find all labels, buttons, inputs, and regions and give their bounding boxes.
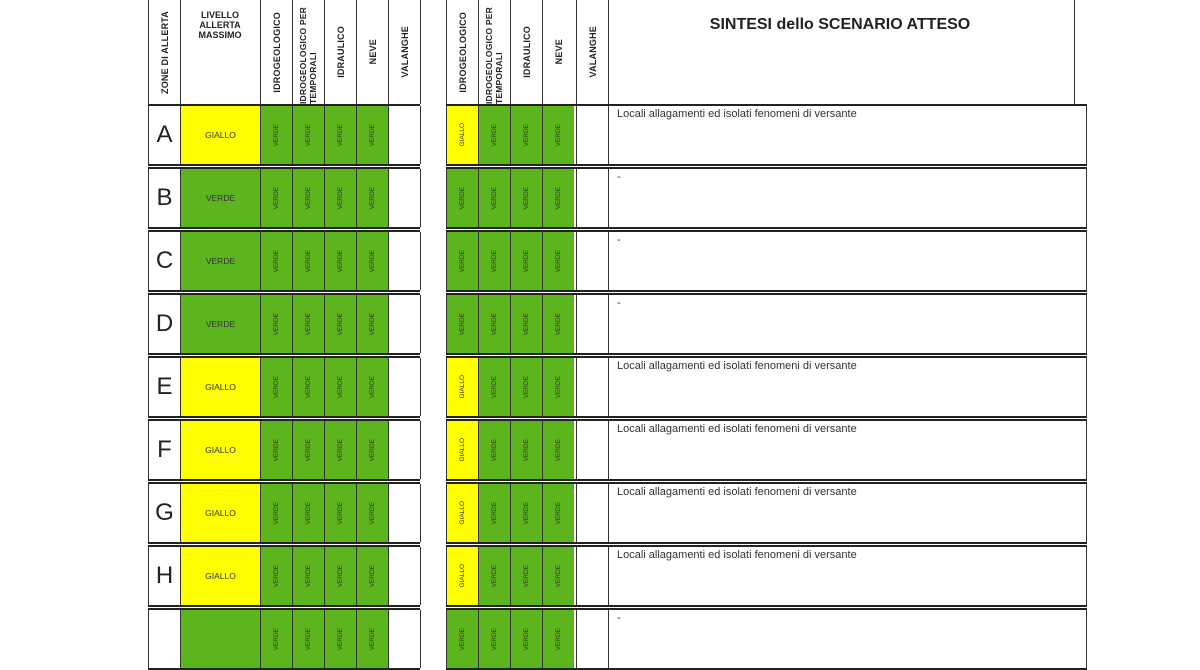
- right-risk-label: VERDE: [555, 312, 562, 336]
- divider: [180, 0, 181, 104]
- right-risk-label: VERDE: [555, 186, 562, 210]
- divider: [1086, 421, 1087, 479]
- right-risk-cell: [479, 232, 510, 290]
- left-risk-label: VERDE: [369, 123, 376, 147]
- header-livello-label: LIVELLO ALLERTA MASSIMO: [198, 10, 242, 40]
- left-risk-label: VERDE: [273, 501, 280, 525]
- right-risk-label: VERDE: [523, 186, 530, 210]
- row-border-bottom: [148, 227, 420, 229]
- divider: [608, 232, 609, 290]
- left-risk-label: VERDE: [305, 501, 312, 525]
- header-left-idraulico: [325, 0, 356, 104]
- row-border-bottom: [446, 605, 1087, 607]
- left-risk-cell: [261, 232, 292, 290]
- right-risk-cell: [447, 106, 478, 164]
- left-risk-label: VERDE: [369, 186, 376, 210]
- right-risk-label: VERDE: [491, 501, 498, 525]
- divider: [388, 106, 389, 164]
- left-risk-cell: [357, 358, 388, 416]
- divider: [478, 0, 479, 104]
- header-right-idrogeologico: [447, 0, 478, 104]
- right-risk-cell: [479, 610, 510, 668]
- divider: [576, 106, 577, 164]
- header-right-idraulico: [511, 0, 542, 104]
- zone-letter: D: [155, 310, 174, 337]
- left-risk-label: VERDE: [369, 312, 376, 336]
- right-risk-cell: [511, 295, 542, 353]
- divider: [510, 0, 511, 104]
- divider: [420, 358, 421, 416]
- divider: [1086, 295, 1087, 353]
- right-risk-cell: [543, 358, 574, 416]
- left-risk-label: VERDE: [369, 375, 376, 399]
- left-risk-label: VERDE: [337, 501, 344, 525]
- left-risk-cell: [261, 484, 292, 542]
- right-risk-cell: [543, 169, 574, 227]
- header-left-col-label: VALANGHE: [399, 26, 410, 78]
- synthesis-title: SINTESI dello SCENARIO ATTESO: [709, 16, 971, 33]
- left-risk-cell: [293, 232, 324, 290]
- left-risk-cell: [357, 106, 388, 164]
- zone-letter: E: [156, 373, 173, 400]
- right-risk-label: VERDE: [459, 186, 466, 210]
- left-risk-cell: [293, 421, 324, 479]
- divider: [1086, 610, 1087, 668]
- row-border-bottom: [446, 479, 1087, 481]
- divider: [420, 547, 421, 605]
- right-risk-label: GIALLO: [459, 501, 466, 525]
- left-risk-cell: [357, 232, 388, 290]
- right-risk-label: VERDE: [459, 627, 466, 651]
- divider: [420, 232, 421, 290]
- left-risk-cell: [325, 106, 356, 164]
- left-risk-cell: [357, 484, 388, 542]
- divider: [576, 547, 577, 605]
- left-risk-cell: [325, 547, 356, 605]
- right-risk-cell: [447, 547, 478, 605]
- header-right-neve: [543, 0, 574, 104]
- left-risk-label: VERDE: [305, 438, 312, 462]
- right-risk-label: GIALLO: [459, 564, 466, 588]
- header-right-col-label: NEVE: [553, 39, 564, 65]
- divider: [576, 421, 577, 479]
- left-risk-cell: [293, 547, 324, 605]
- divider: [420, 484, 421, 542]
- left-risk-label: VERDE: [337, 123, 344, 147]
- header-zone: [149, 0, 180, 104]
- right-risk-cell: [511, 169, 542, 227]
- divider: [608, 484, 609, 542]
- right-risk-label: GIALLO: [459, 375, 466, 399]
- row-border-bottom: [446, 353, 1087, 355]
- left-risk-cell: [357, 547, 388, 605]
- right-risk-cell: [511, 358, 542, 416]
- divider: [576, 0, 577, 104]
- scenario-text: Locali allagamenti ed isolati fenomeni di versante: [617, 423, 857, 435]
- divider: [420, 610, 421, 668]
- row-border-bottom: [148, 479, 420, 481]
- divider: [420, 169, 421, 227]
- right-risk-cell: [447, 421, 478, 479]
- row-border-bottom: [148, 353, 420, 355]
- left-risk-label: VERDE: [337, 438, 344, 462]
- right-risk-cell: [511, 547, 542, 605]
- row-border-bottom: [148, 542, 420, 544]
- max-level-badge: VERDE: [181, 169, 260, 227]
- right-risk-cell: [543, 106, 574, 164]
- scenario-text: -: [617, 171, 621, 183]
- zone-letter: B: [156, 184, 173, 211]
- divider: [608, 0, 609, 104]
- right-risk-cell: [479, 547, 510, 605]
- zone-letter: G: [155, 499, 174, 526]
- header-left-col-label: NEVE: [367, 39, 378, 65]
- left-risk-cell: [293, 358, 324, 416]
- right-risk-cell: [479, 295, 510, 353]
- right-risk-cell: [543, 610, 574, 668]
- right-risk-label: VERDE: [523, 501, 530, 525]
- right-risk-label: VERDE: [555, 564, 562, 588]
- divider: [576, 232, 577, 290]
- divider: [388, 421, 389, 479]
- left-risk-label: VERDE: [369, 501, 376, 525]
- divider: [1086, 106, 1087, 164]
- divider: [420, 106, 421, 164]
- header-livello: [181, 0, 259, 104]
- right-risk-label: VERDE: [523, 375, 530, 399]
- left-risk-label: VERDE: [273, 627, 280, 651]
- divider: [420, 295, 421, 353]
- max-level-badge: GIALLO: [181, 358, 260, 416]
- divider: [420, 0, 421, 104]
- left-risk-cell: [325, 484, 356, 542]
- right-risk-cell: [511, 232, 542, 290]
- left-risk-cell: [293, 610, 324, 668]
- row-border-bottom: [446, 227, 1087, 229]
- divider: [388, 547, 389, 605]
- right-risk-label: GIALLO: [459, 123, 466, 147]
- left-risk-label: VERDE: [273, 249, 280, 273]
- right-risk-cell: [511, 106, 542, 164]
- left-risk-cell: [261, 610, 292, 668]
- row-border-bottom: [446, 542, 1087, 544]
- scenario-text: -: [617, 234, 621, 246]
- row-border-bottom: [446, 290, 1087, 292]
- left-risk-cell: [357, 295, 388, 353]
- left-risk-cell: [325, 295, 356, 353]
- right-risk-label: GIALLO: [459, 438, 466, 462]
- left-risk-cell: [325, 421, 356, 479]
- divider: [608, 358, 609, 416]
- row-border-bottom: [148, 290, 420, 292]
- right-risk-cell: [479, 358, 510, 416]
- header-left-col-label: IDROGEOLOGICO PER TEMPORALI: [297, 7, 318, 104]
- left-risk-label: VERDE: [337, 627, 344, 651]
- right-risk-cell: [447, 295, 478, 353]
- right-risk-cell: [543, 295, 574, 353]
- left-risk-label: VERDE: [305, 627, 312, 651]
- scenario-text: Locali allagamenti ed isolati fenomeni di versante: [617, 108, 857, 120]
- divider: [1086, 358, 1087, 416]
- divider: [356, 0, 357, 104]
- left-risk-label: VERDE: [369, 249, 376, 273]
- left-risk-cell: [261, 421, 292, 479]
- right-risk-cell: [543, 421, 574, 479]
- left-risk-cell: [261, 106, 292, 164]
- max-level-badge: [181, 610, 260, 668]
- left-risk-cell: [325, 169, 356, 227]
- left-risk-label: VERDE: [273, 564, 280, 588]
- divider: [542, 0, 543, 104]
- right-risk-label: VERDE: [523, 249, 530, 273]
- header-left-col-label: IDRAULICO: [335, 26, 346, 78]
- row-border-bottom: [446, 164, 1087, 166]
- right-risk-label: VERDE: [491, 312, 498, 336]
- left-risk-label: VERDE: [305, 312, 312, 336]
- header-left-idrogeologico: [261, 0, 292, 104]
- scenario-text: -: [617, 297, 621, 309]
- left-risk-cell: [357, 610, 388, 668]
- divider: [1086, 547, 1087, 605]
- right-risk-cell: [447, 232, 478, 290]
- right-risk-cell: [447, 169, 478, 227]
- max-level-badge: VERDE: [181, 232, 260, 290]
- divider: [576, 295, 577, 353]
- row-border-bottom: [446, 416, 1087, 418]
- max-level-badge: VERDE: [181, 295, 260, 353]
- header-left-neve: [357, 0, 388, 104]
- right-risk-label: VERDE: [491, 627, 498, 651]
- divider: [1074, 0, 1075, 104]
- divider: [148, 0, 149, 104]
- left-risk-cell: [325, 358, 356, 416]
- left-risk-label: VERDE: [305, 123, 312, 147]
- divider: [576, 610, 577, 668]
- divider: [388, 358, 389, 416]
- zone-letter: [149, 610, 180, 668]
- divider: [608, 610, 609, 668]
- divider: [576, 484, 577, 542]
- right-risk-cell: [479, 106, 510, 164]
- header-left-col-label: IDROGEOLOGICO: [271, 11, 282, 93]
- scenario-text: Locali allagamenti ed isolati fenomeni di versante: [617, 549, 857, 561]
- divider: [608, 295, 609, 353]
- right-risk-cell: [447, 484, 478, 542]
- left-risk-cell: [357, 169, 388, 227]
- header-right-col-label: IDROGEOLOGICO PER TEMPORALI: [483, 7, 504, 104]
- right-risk-cell: [479, 421, 510, 479]
- left-risk-cell: [293, 169, 324, 227]
- header-zone-label: ZONE DI ALLERTA: [159, 10, 170, 94]
- divider: [1086, 232, 1087, 290]
- right-risk-cell: [543, 547, 574, 605]
- right-risk-cell: [447, 610, 478, 668]
- right-risk-label: VERDE: [491, 186, 498, 210]
- left-risk-label: VERDE: [337, 312, 344, 336]
- zone-letter: H: [155, 562, 174, 589]
- divider: [576, 169, 577, 227]
- left-risk-label: VERDE: [273, 438, 280, 462]
- right-risk-cell: [479, 169, 510, 227]
- divider: [388, 169, 389, 227]
- right-risk-cell: [511, 610, 542, 668]
- left-risk-cell: [293, 106, 324, 164]
- left-risk-label: VERDE: [305, 249, 312, 273]
- right-risk-cell: [511, 421, 542, 479]
- divider: [388, 0, 389, 104]
- divider: [388, 232, 389, 290]
- divider: [420, 421, 421, 479]
- zone-letter: C: [155, 247, 174, 274]
- left-risk-label: VERDE: [337, 249, 344, 273]
- left-risk-cell: [357, 421, 388, 479]
- left-risk-label: VERDE: [273, 375, 280, 399]
- right-risk-cell: [511, 484, 542, 542]
- right-risk-label: VERDE: [491, 123, 498, 147]
- right-risk-label: VERDE: [523, 123, 530, 147]
- header-right-temporali: [479, 0, 510, 104]
- divider: [260, 0, 261, 104]
- divider: [576, 358, 577, 416]
- divider: [388, 484, 389, 542]
- divider: [292, 0, 293, 104]
- left-risk-cell: [261, 547, 292, 605]
- row-border-bottom: [148, 164, 420, 166]
- scenario-text: Locali allagamenti ed isolati fenomeni di versante: [617, 360, 857, 372]
- divider: [388, 610, 389, 668]
- zone-letter: F: [157, 436, 172, 463]
- right-risk-label: VERDE: [555, 438, 562, 462]
- right-risk-label: VERDE: [459, 312, 466, 336]
- right-risk-cell: [479, 484, 510, 542]
- row-border-bottom: [148, 605, 420, 607]
- divider: [608, 547, 609, 605]
- right-risk-label: VERDE: [523, 438, 530, 462]
- max-level-badge: GIALLO: [181, 547, 260, 605]
- max-level-badge: GIALLO: [181, 484, 260, 542]
- divider: [324, 0, 325, 104]
- left-risk-label: VERDE: [273, 186, 280, 210]
- max-level-badge: GIALLO: [181, 106, 260, 164]
- left-risk-cell: [325, 232, 356, 290]
- left-risk-label: VERDE: [369, 627, 376, 651]
- left-risk-label: VERDE: [273, 123, 280, 147]
- divider: [1086, 484, 1087, 542]
- right-risk-label: VERDE: [491, 438, 498, 462]
- left-risk-label: VERDE: [273, 312, 280, 336]
- scenario-text: Locali allagamenti ed isolati fenomeni di versante: [617, 486, 857, 498]
- divider: [608, 421, 609, 479]
- left-risk-label: VERDE: [369, 564, 376, 588]
- left-risk-label: VERDE: [337, 564, 344, 588]
- divider: [446, 0, 447, 104]
- right-risk-label: VERDE: [555, 501, 562, 525]
- left-risk-cell: [325, 610, 356, 668]
- right-risk-label: VERDE: [491, 375, 498, 399]
- right-risk-label: VERDE: [555, 123, 562, 147]
- left-risk-cell: [261, 295, 292, 353]
- row-border-bottom: [148, 416, 420, 418]
- right-risk-label: VERDE: [491, 564, 498, 588]
- left-risk-label: VERDE: [369, 438, 376, 462]
- right-risk-label: VERDE: [459, 249, 466, 273]
- divider: [608, 106, 609, 164]
- zone-letter: A: [156, 121, 173, 148]
- max-level-badge: GIALLO: [181, 421, 260, 479]
- right-risk-cell: [543, 484, 574, 542]
- right-risk-label: VERDE: [555, 627, 562, 651]
- divider: [608, 169, 609, 227]
- right-risk-cell: [447, 358, 478, 416]
- right-risk-label: VERDE: [523, 627, 530, 651]
- left-risk-label: VERDE: [337, 375, 344, 399]
- right-risk-label: VERDE: [491, 249, 498, 273]
- header-left-temporali: [293, 0, 324, 104]
- left-risk-label: VERDE: [337, 186, 344, 210]
- left-risk-cell: [293, 484, 324, 542]
- left-risk-cell: [293, 295, 324, 353]
- divider: [1086, 169, 1087, 227]
- right-risk-label: VERDE: [555, 249, 562, 273]
- right-risk-cell: [543, 232, 574, 290]
- right-risk-label: VERDE: [523, 564, 530, 588]
- left-risk-label: VERDE: [305, 564, 312, 588]
- right-risk-label: VERDE: [523, 312, 530, 336]
- header-right-col-label: IDROGEOLOGICO: [457, 11, 468, 93]
- header-right-valanghe: [577, 0, 608, 104]
- left-risk-cell: [261, 358, 292, 416]
- left-risk-label: VERDE: [305, 375, 312, 399]
- header-right-col-label: VALANGHE: [587, 26, 598, 78]
- right-risk-label: VERDE: [555, 375, 562, 399]
- left-risk-label: VERDE: [305, 186, 312, 210]
- divider: [388, 295, 389, 353]
- scenario-text: -: [617, 612, 621, 624]
- left-risk-cell: [261, 169, 292, 227]
- header-right-col-label: IDRAULICO: [521, 26, 532, 78]
- header-left-valanghe: [389, 0, 420, 104]
